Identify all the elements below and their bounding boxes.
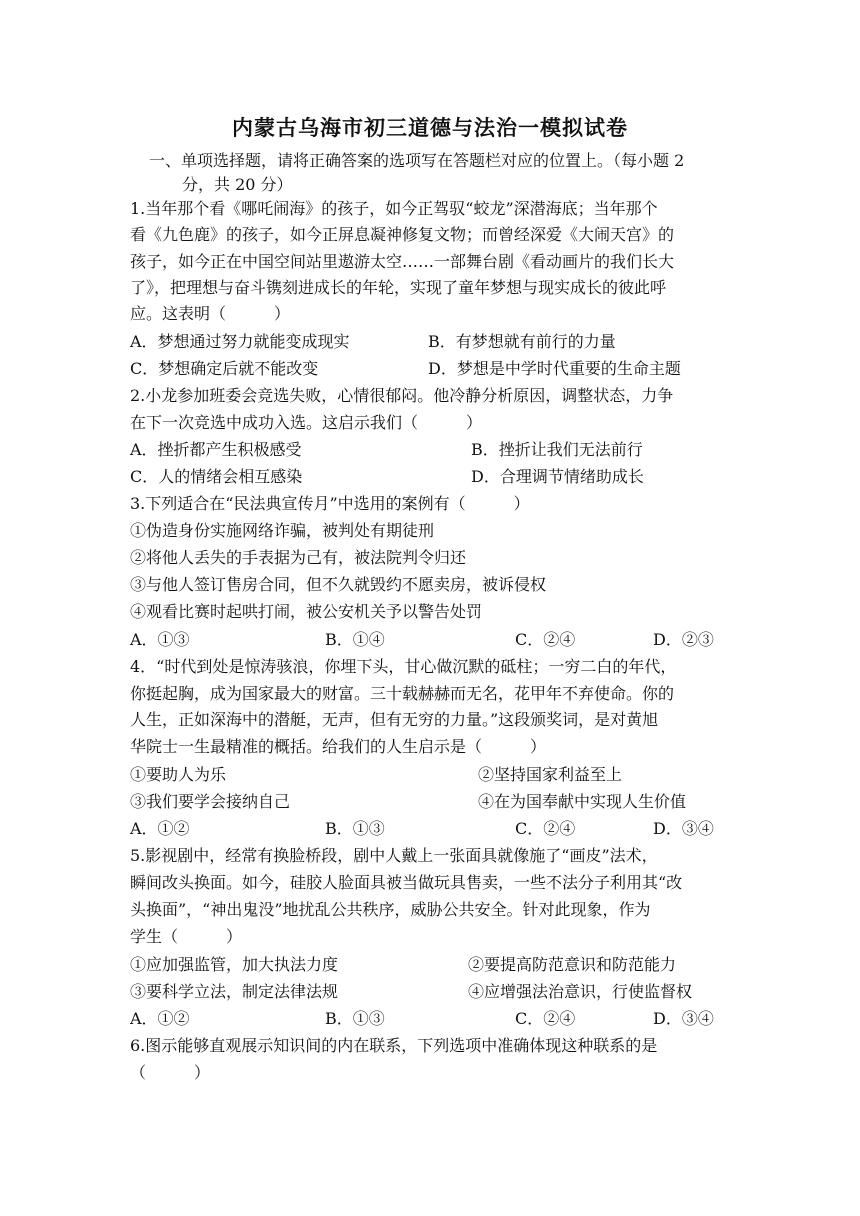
q5-statement-1: ①应加强监管，加大执法力度 [130,955,339,974]
q2-option-a: A．挫折都产生积极感受 [130,440,302,459]
q1-option-b: B．有梦想就有前行的力量 [428,332,616,351]
q1-option-a: A．梦想通过努力就能变成现实 [130,332,350,351]
q6-stem-line-2: （ ） [130,1063,211,1082]
exam-title: 内蒙古乌海市初三道德与法治一模拟试卷 [232,115,628,140]
q4-stem-line-2: 你挺起胸，成为国家最大的财富。三十载赫赫而无名，花甲年不弃使命。你的 [130,684,675,703]
q5-option-c: C．②④ [515,1009,576,1028]
q4-statement-1: ①要助人为乐 [130,765,227,784]
q3-statement-2: ②将他人丢失的手表据为己有，被法院判令归还 [130,548,467,567]
q4-stem-line-4: 华院士一生最精准的概括。给我们的人生启示是（ ） [130,737,547,756]
q4-stem-line-3: 人生，正如深海中的潜艇，无声，但有无穷的力量。”这段颁奖词，是对黄旭 [130,710,659,729]
q4-option-c: C．②④ [515,819,576,838]
q1-stem-line-4: 了》，把理想与奋斗镌刻进成长的年轮，实现了童年梦想与现实成长的彼此呼 [130,278,667,297]
q1-option-d: D．梦想是中学时代重要的生命主题 [428,359,681,378]
q4-option-d: D．③④ [653,819,714,838]
q1-stem-line-3: 孩子，如今正在中国空间站里遨游太空……一部舞台剧《看动画片的我们长大 [130,252,675,271]
q3-option-d: D．②③ [653,630,714,649]
q5-option-b: B．①③ [325,1009,385,1028]
q3-stem-line-1: 3.下列适合在“民法典宣传月”中选用的案例有（ ） [130,494,530,513]
q5-statement-2: ②要提高防范意识和防范能力 [468,955,677,974]
section-heading-line-1: 一、单项选择题，请将正确答案的选项写在答题栏对应的位置上。（每小题 2 [149,151,685,170]
q5-stem-line-1: 5.影视剧中，经常有换脸桥段，剧中人戴上一张面具就像施了“画皮”法术， [130,846,658,865]
q1-option-c: C．梦想确定后就不能改变 [130,359,319,378]
q2-option-c: C．人的情绪会相互感染 [130,467,303,486]
q4-statement-3: ③我们要学会接纳自己 [130,792,291,811]
q3-option-a: A．①③ [130,630,190,649]
q1-stem-line-5: 应。这表明（ ） [130,304,291,323]
q4-option-b: B．①③ [325,819,385,838]
q1-stem-line-2: 看《九色鹿》的孩子，如今正屏息凝神修复文物；而曾经深爱《大闹天宫》的 [130,225,675,244]
q4-option-a: A．①② [130,819,190,838]
q5-stem-line-4: 学生（ ） [130,927,243,946]
q3-statement-1: ①伪造身份实施网络诈骗，被判处有期徒刑 [130,521,435,540]
q3-option-b: B．①④ [325,630,385,649]
q2-stem-line-2: 在下一次竞选中成功入选。这启示我们（ ） [130,413,483,432]
q6-stem-line-1: 6.图示能够直观展示知识间的内在联系，下列选项中准确体现这种联系的是 [130,1036,658,1055]
q3-option-c: C．②④ [515,630,576,649]
q3-statement-4: ④观看比赛时起哄打闹，被公安机关予以警告处罚 [130,602,483,621]
q5-stem-line-2: 瞬间改头换面。如今，硅胶人脸面具被当做玩具售卖，一些不法分子利用其“改 [130,873,683,892]
q5-statement-4: ④应增强法治意识，行使监督权 [468,982,693,1001]
q3-statement-3: ③与他人签订售房合同，但不久就毁约不愿卖房，被诉侵权 [130,575,547,594]
q5-option-a: A．①② [130,1009,190,1028]
q5-option-d: D．③④ [653,1009,714,1028]
section-heading-line-2: 分，共 20 分） [182,175,293,194]
q5-stem-line-3: 头换面”，“神出鬼没”地扰乱公共秩序，威胁公共安全。针对此现象，作为 [130,900,651,919]
q4-stem-line-1: 4．“时代到处是惊涛骇浪，你埋下头，甘心做沉默的砥柱；一穷二白的年代， [130,657,677,676]
q2-option-b: B．挫折让我们无法前行 [471,440,643,459]
q2-stem-line-1: 2.小龙参加班委会竞选失败，心情很郁闷。他冷静分析原因，调整状态，力争 [130,386,674,405]
q5-statement-3: ③要科学立法，制定法律法规 [130,982,339,1001]
q4-statement-2: ②坚持国家利益至上 [478,765,623,784]
q2-option-d: D．合理调节情绪助成长 [471,467,644,486]
q1-stem-line-1: 1.当年那个看《哪吒闹海》的孩子，如今正驾驭“蛟龙”深潜海底；当年那个 [130,199,658,218]
q4-statement-4: ④在为国奉献中实现人生价值 [478,792,687,811]
